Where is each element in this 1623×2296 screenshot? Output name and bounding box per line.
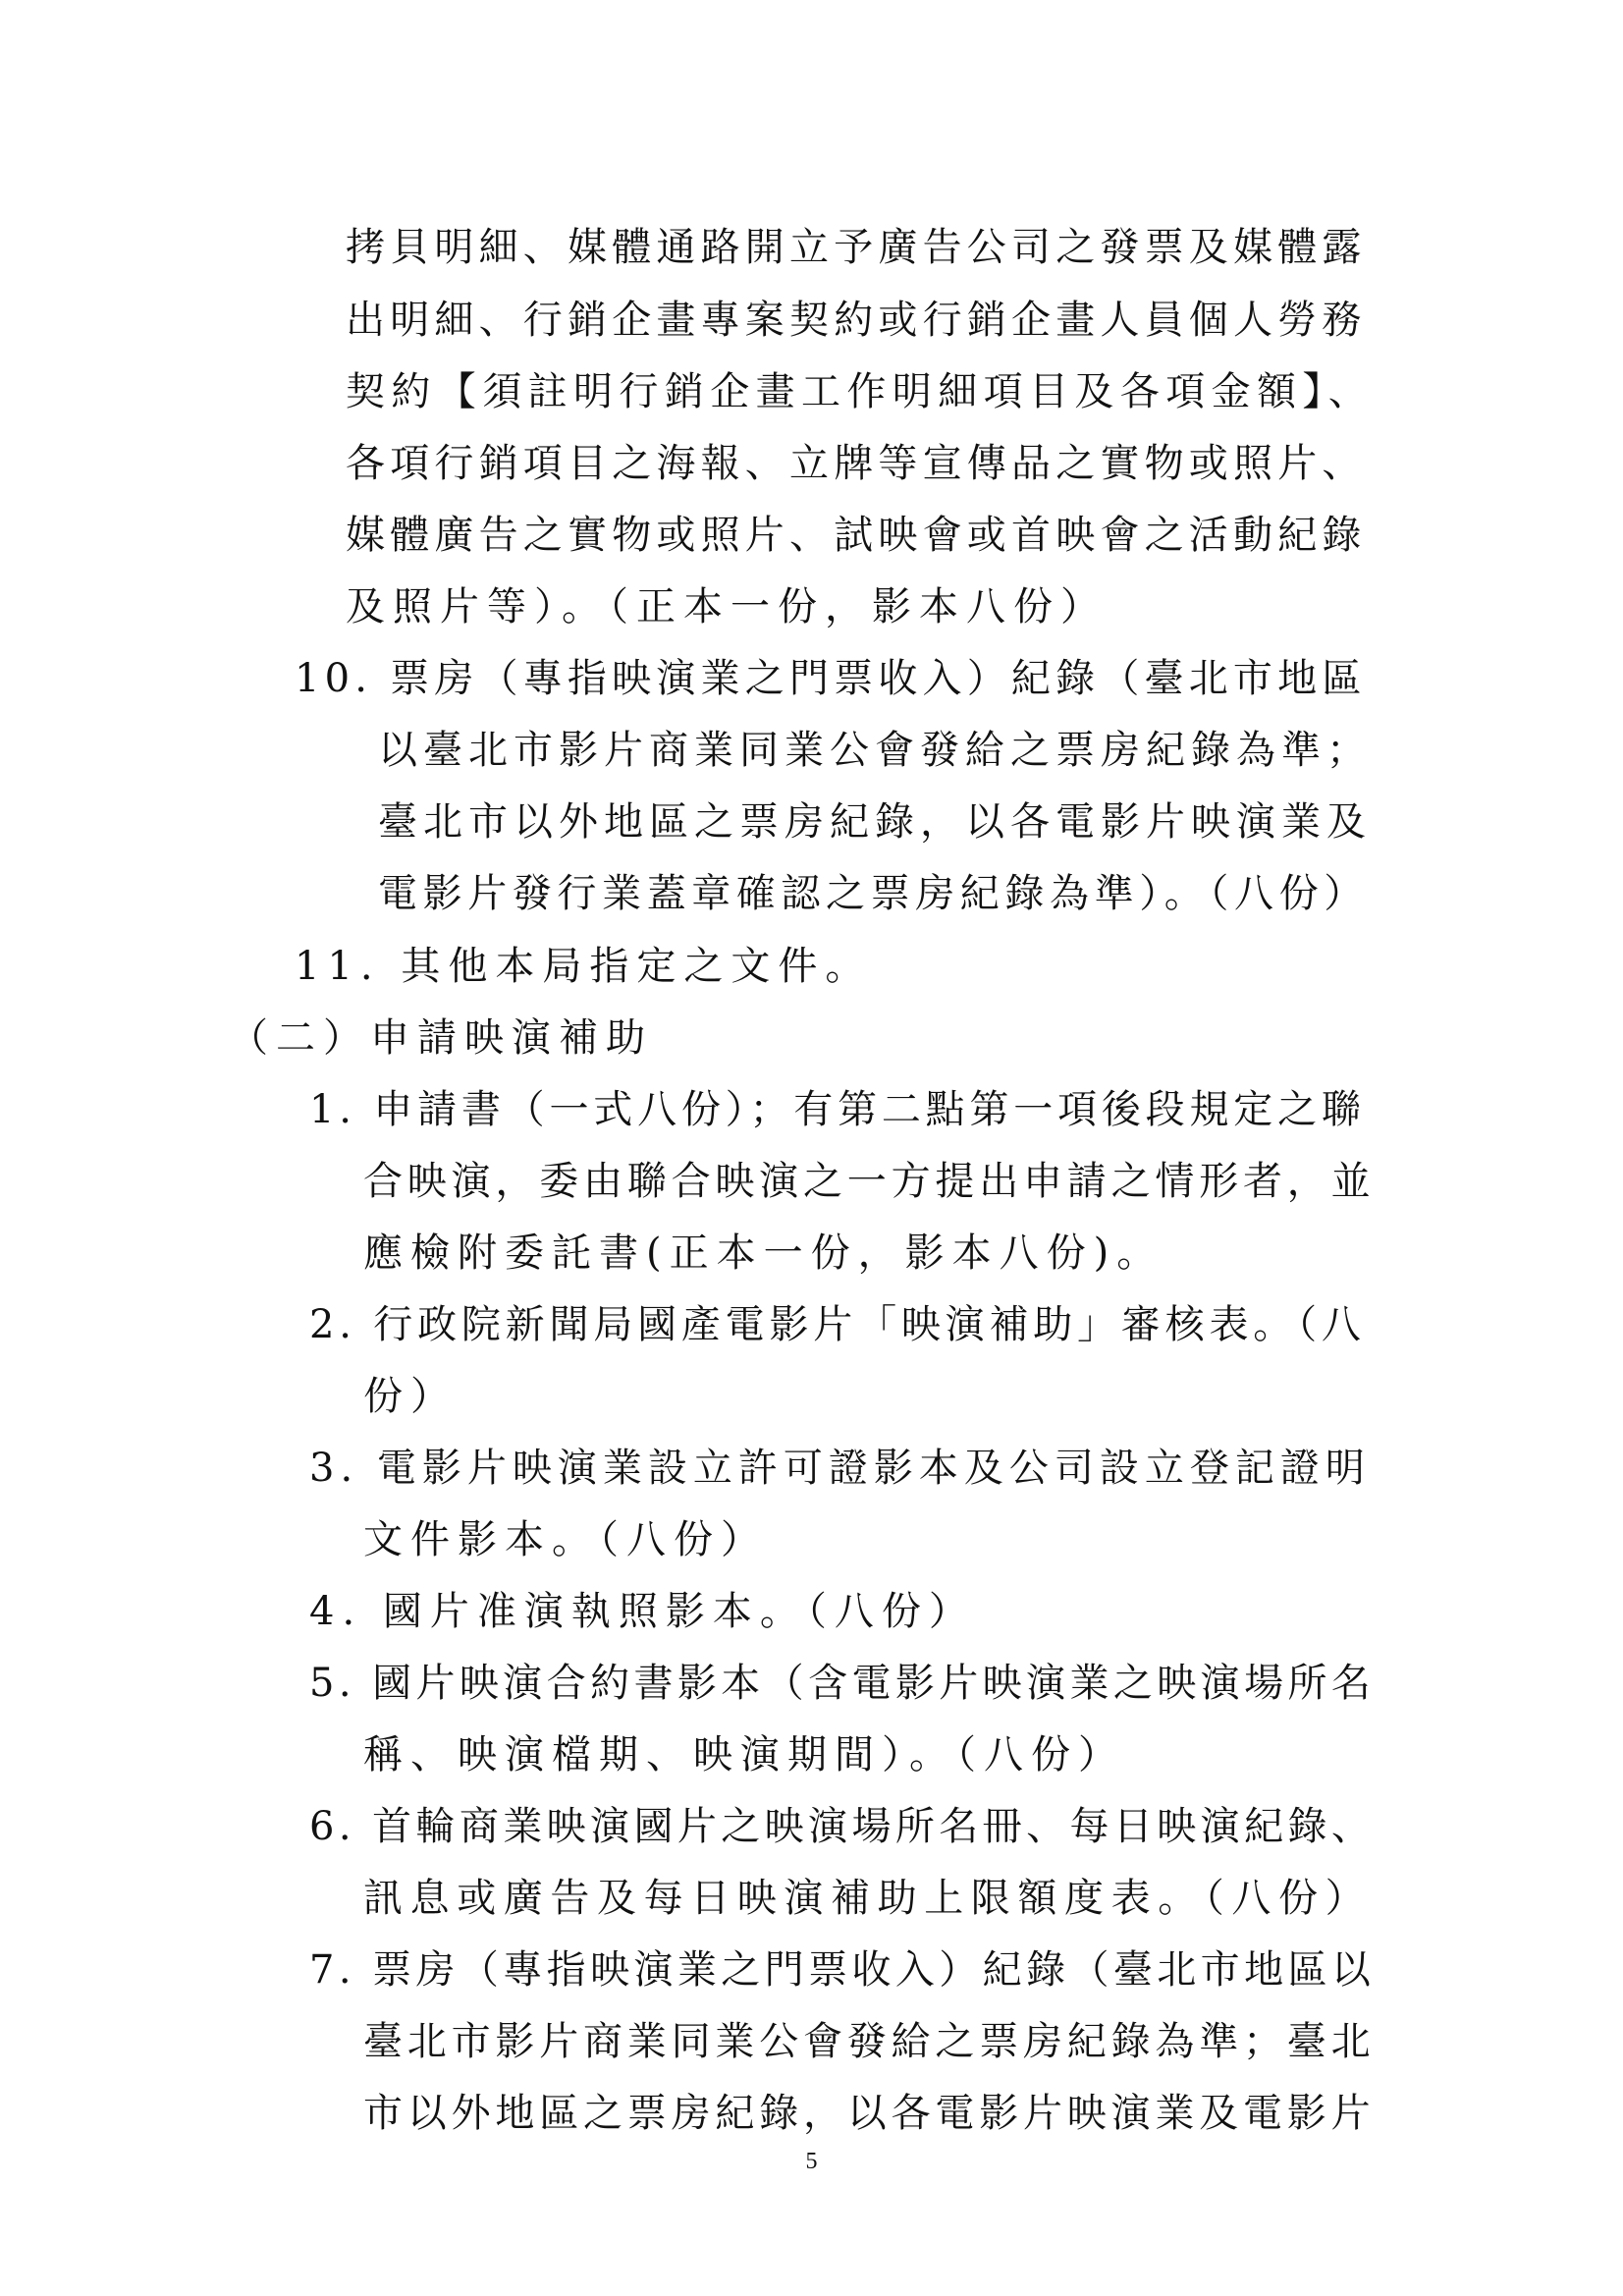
page-number: 5	[805, 2149, 818, 2174]
text-line: 訊息或廣告及每日映演補助上限額度表。（八份）	[363, 1876, 1373, 1921]
text-line: 應檢附委託書(正本一份，影本八份)。	[363, 1230, 1164, 1276]
section-heading: （二）申請映演補助	[229, 1015, 653, 1061]
text-line: 臺北市以外地區之票房紀錄，以各電影片映演業及	[378, 799, 1372, 845]
list-item-3: 3. 電影片映演業設立許可證影本及公司設立登記證明	[309, 1446, 1371, 1491]
list-item-2: 2. 行政院新聞局國產電影片「映演補助」審核表。（八	[309, 1302, 1366, 1347]
text-line: 電影片發行業蓋章確認之票房紀錄為準）。（八份）	[378, 871, 1369, 916]
list-item-6: 6. 首輪商業映演國片之映演場所名冊、每日映演紀錄、	[309, 1804, 1376, 1849]
text-line: 份）	[363, 1374, 458, 1419]
list-item-7: 7. 票房（專指映演業之門票收入）紀錄（臺北市地區以	[309, 1947, 1376, 1993]
text-line: 各項行銷項目之海報、立牌等宣傳品之實物或照片、	[346, 441, 1367, 486]
text-line: 及照片等）。（正本一份，影本八份）	[346, 584, 1108, 629]
text-line: 以臺北市影片商業同業公會發給之票房紀錄為準；	[378, 728, 1372, 773]
text-line: 臺北市影片商業同業公會發給之票房紀錄為準；臺北	[363, 2019, 1376, 2064]
list-item-1: 1. 申請書（一式八份）；有第二點第一項後段規定之聯	[309, 1087, 1366, 1132]
text-line: 稱、映演檔期、映演期間）。（八份）	[363, 1732, 1125, 1777]
list-item-11: 11. 其他本局指定之文件。	[295, 944, 873, 989]
list-item-5: 5. 國片映演合約書影本（含電影片映演業之映演場所名	[309, 1661, 1376, 1706]
text-line: 出明細、行銷企畫專案契約或行銷企畫人員個人勞務	[346, 298, 1367, 343]
text-line: 文件影本。（八份）	[363, 1517, 768, 1562]
list-item-4: 4. 國片准演執照影本。（八份）	[309, 1589, 976, 1634]
text-line: 市以外地區之票房紀錄，以各電影片映演業及電影片	[363, 2091, 1376, 2136]
list-item-10: 10. 票房（專指映演業之門票收入）紀錄（臺北市地區	[295, 656, 1367, 701]
text-line: 媒體廣告之實物或照片、試映會或首映會之活動紀錄	[346, 513, 1367, 558]
text-line: 拷貝明細、媒體通路開立予廣告公司之發票及媒體露	[346, 225, 1367, 270]
text-line: 契約【須註明行銷企畫工作明細項目及各項金額】、	[346, 369, 1375, 414]
text-line: 合映演，委由聯合映演之一方提出申請之情形者，並	[363, 1159, 1376, 1204]
